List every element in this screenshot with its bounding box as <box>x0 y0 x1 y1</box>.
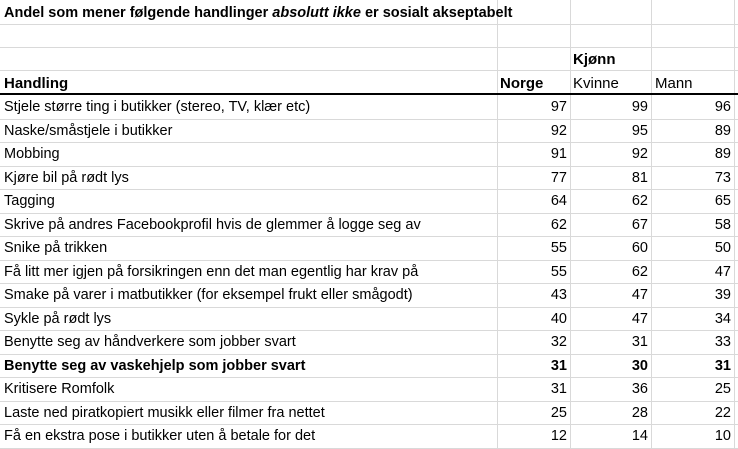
row-label: Benytte seg av vaskehjelp som jobber svart <box>4 357 306 374</box>
column-header-handling: Handling <box>4 75 69 92</box>
cell-kvinne: 36 <box>631 381 648 397</box>
table-row <box>0 96 738 120</box>
cell-kvinne: 67 <box>631 216 648 233</box>
column-header-mann: Mann <box>655 75 693 92</box>
row-label: Stjele større ting i butikker (stereo, TV, klær etc) <box>4 99 311 115</box>
cell-norge: 97 <box>550 99 567 115</box>
cell-kvinne: 60 <box>631 240 648 256</box>
table-row <box>0 378 738 402</box>
row-label: Benytte seg av håndverkere som jobber svart <box>4 334 296 350</box>
row-label: Snike på trikken <box>4 240 108 256</box>
cell-norge: 92 <box>550 122 567 139</box>
cell-kvinne: 47 <box>631 287 648 303</box>
cell-kvinne: 47 <box>631 310 648 327</box>
cell-kvinne: 31 <box>631 334 648 350</box>
cell-mann: 22 <box>714 404 731 421</box>
title-emphasis: absolutt ikke <box>272 5 361 21</box>
row-label: Skrive på andres Facebookprofil hvis de glemmer å logge seg av <box>4 216 421 233</box>
cell-mann: 50 <box>714 240 731 256</box>
cell-norge: 43 <box>550 287 567 303</box>
gridline <box>0 448 738 449</box>
gridline <box>0 24 738 25</box>
cell-norge: 91 <box>550 146 567 162</box>
cell-kvinne: 99 <box>631 99 648 115</box>
table-row <box>0 402 738 426</box>
cell-mann: 33 <box>714 334 731 350</box>
cell-mann: 65 <box>714 193 731 209</box>
row-label: Få en ekstra pose i butikker uten å betale for det <box>4 428 316 444</box>
table-row <box>0 167 738 191</box>
row-label: Smake på varer i matbutikker (for eksempel frukt eller smågodt) <box>4 287 413 303</box>
row-label: Kritisere Romfolk <box>4 381 115 397</box>
cell-kvinne: 62 <box>631 193 648 209</box>
cell-norge: 55 <box>550 240 567 256</box>
cell-mann: 10 <box>714 428 731 444</box>
group-header-kjonn: Kjønn <box>573 51 616 68</box>
cell-norge: 77 <box>550 169 567 186</box>
cell-kvinne: 30 <box>631 357 648 374</box>
row-label: Kjøre bil på rødt lys <box>4 169 129 186</box>
table-row <box>0 261 738 285</box>
row-label: Få litt mer igjen på forsikringen enn det man egentlig har krav på <box>4 263 419 280</box>
cell-mann: 47 <box>714 263 731 280</box>
table-title: Andel som mener følgende handlinger absolutt ikke er sosialt akseptabelt <box>4 5 513 21</box>
row-label: Mobbing <box>4 146 60 162</box>
cell-mann: 73 <box>714 169 731 186</box>
cell-mann: 96 <box>714 99 731 115</box>
cell-kvinne: 14 <box>631 428 648 444</box>
cell-norge: 12 <box>550 428 567 444</box>
cell-mann: 34 <box>714 310 731 327</box>
gridline <box>0 47 738 48</box>
table-row <box>0 120 738 144</box>
cell-norge: 64 <box>550 193 567 209</box>
table-row <box>0 143 738 167</box>
cell-mann: 39 <box>714 287 731 303</box>
cell-mann: 58 <box>714 216 731 233</box>
cell-norge: 25 <box>550 404 567 421</box>
row-label: Tagging <box>4 193 55 209</box>
row-label: Naske/småstjele i butikker <box>4 122 173 139</box>
cell-kvinne: 62 <box>631 263 648 280</box>
row-label: Laste ned piratkopiert musikk eller filmer fra nettet <box>4 404 325 421</box>
cell-kvinne: 81 <box>631 169 648 186</box>
cell-kvinne: 28 <box>631 404 648 421</box>
column-header-kvinne: Kvinne <box>573 75 619 92</box>
table-row <box>0 214 738 238</box>
table-row <box>0 237 738 261</box>
cell-kvinne: 95 <box>631 122 648 139</box>
cell-norge: 62 <box>550 216 567 233</box>
cell-norge: 31 <box>550 381 567 397</box>
cell-norge: 55 <box>550 263 567 280</box>
cell-norge: 40 <box>550 310 567 327</box>
column-header-norge: Norge <box>500 75 544 92</box>
table-row <box>0 355 738 379</box>
cell-mann: 25 <box>714 381 731 397</box>
row-label: Sykle på rødt lys <box>4 310 112 327</box>
cell-mann: 31 <box>714 357 731 374</box>
cell-kvinne: 92 <box>631 146 648 162</box>
cell-mann: 89 <box>714 122 731 139</box>
cell-norge: 32 <box>550 334 567 350</box>
cell-mann: 89 <box>714 146 731 162</box>
cell-norge: 31 <box>550 357 567 374</box>
table-row <box>0 331 738 355</box>
header-divider <box>0 93 738 95</box>
table-row <box>0 284 738 308</box>
gridline <box>0 70 738 71</box>
table-row <box>0 425 738 449</box>
table-row <box>0 190 738 214</box>
table-row <box>0 308 738 332</box>
